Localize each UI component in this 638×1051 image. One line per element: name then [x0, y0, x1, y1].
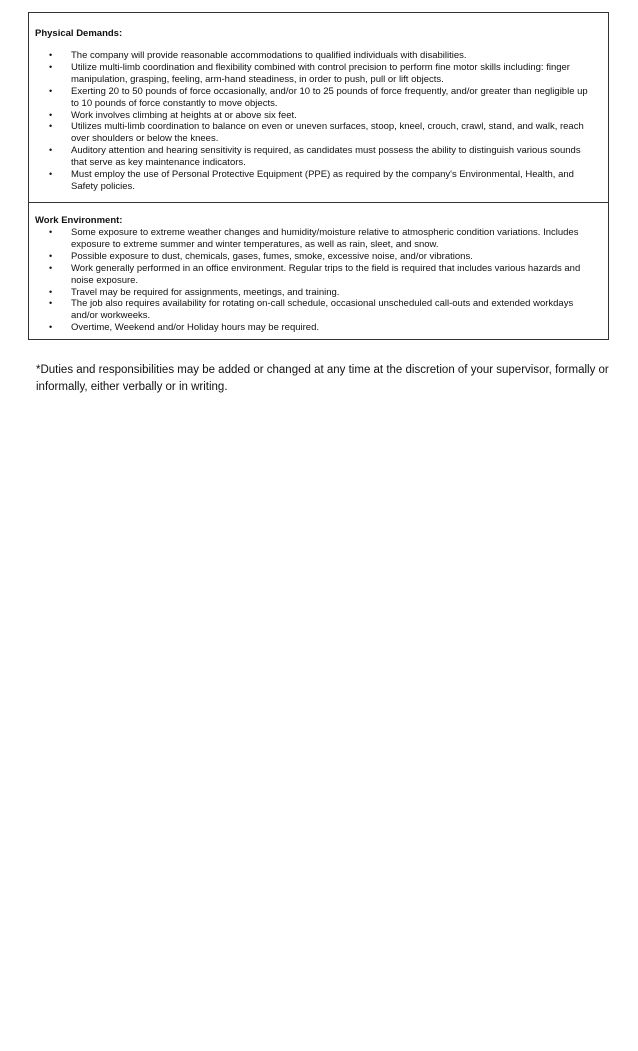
work-environment-section	[29, 202, 608, 339]
work-environment-list	[35, 227, 602, 334]
list-item	[35, 287, 602, 299]
list-item	[35, 110, 602, 122]
list-item-text: Possible exposure to dust, chemicals, gases, fumes, smoke, excessive noise, and/or vibrations.	[71, 250, 473, 262]
list-item	[35, 298, 602, 322]
requirements-table	[28, 12, 609, 340]
list-item-text: Utilizes multi-limb coordination to balance on even or uneven surfaces, stoop, kneel, crouch, crawl, stand, and walk, reach over shoulders or below the knees.	[71, 121, 584, 145]
list-item-text: Utilize multi-limb coordination and flexibility combined with control precision to perform fine motor skills including: finger manipulation, grasping, feeling, arm-hand steadiness, in order to push, pull or lift objects.	[71, 61, 570, 85]
list-item	[35, 251, 602, 263]
work-environment-heading: Work Environment:	[35, 215, 123, 226]
footnote: *Duties and responsibilities may be added or changed at any time at the discretion of your supervisor, formally or informally, either verbally or in writing.	[36, 364, 609, 393]
list-item	[35, 62, 602, 86]
list-item	[35, 86, 602, 110]
bullet-icon: •	[49, 169, 53, 180]
bullet-icon: •	[49, 250, 53, 261]
bullet-icon: •	[49, 109, 53, 120]
list-item	[35, 227, 602, 251]
bullet-icon: •	[49, 322, 53, 333]
list-item	[35, 50, 602, 62]
list-item-text: The job also requires availability for rotating on-call schedule, occasional unscheduled call-outs and extended workdays and/or workweeks.	[71, 298, 574, 322]
bullet-icon: •	[49, 227, 53, 237]
list-item-text: Auditory attention and hearing sensitivity is required, as candidates must possess the ability to distinguish various sounds that serve as key maintenance indicators.	[71, 145, 581, 169]
list-item	[35, 322, 602, 334]
list-item	[35, 169, 602, 193]
bullet-icon: •	[49, 121, 53, 132]
physical-demands-heading: Physical Demands:	[35, 28, 123, 39]
bullet-icon: •	[49, 61, 53, 72]
physical-demands-list	[35, 50, 602, 193]
bullet-icon: •	[49, 298, 53, 309]
list-item	[35, 263, 602, 287]
list-item-text: Travel may be required for assignments, meetings, and training.	[71, 286, 340, 298]
list-item-text: Overtime, Weekend and/or Holiday hours may be required.	[71, 322, 320, 334]
list-item-text: Work generally performed in an office environment. Regular trips to the field is required that includes various hazards and noise exposure.	[71, 262, 581, 286]
list-item-text: Some exposure to extreme weather changes and humidity/moisture relative to atmospheric condition variations. Includes exposure to extreme summer and winter temperatures, as well as rain, sleet, and snow.	[71, 227, 579, 250]
list-item-text: Must employ the use of Personal Protective Equipment (PPE) as required by the company's Environmental, Health, and Safety policies.	[71, 169, 574, 192]
bullet-icon: •	[49, 262, 53, 273]
list-item-text: The company will provide reasonable accommodations to qualified individuals with disabilities.	[71, 50, 467, 61]
list-item	[35, 121, 602, 145]
list-item	[35, 145, 602, 169]
bullet-icon: •	[49, 85, 53, 96]
physical-demands-section	[29, 13, 608, 202]
bullet-icon: •	[49, 145, 53, 156]
bullet-icon: •	[49, 286, 53, 297]
bullet-icon: •	[49, 50, 53, 60]
list-item-text: Work involves climbing at heights at or above six feet.	[71, 109, 297, 121]
list-item-text: Exerting 20 to 50 pounds of force occasionally, and/or 10 to 25 pounds of force frequently, and/or greater than negligible up to 10 pounds of force constantly to move objects.	[71, 85, 588, 109]
